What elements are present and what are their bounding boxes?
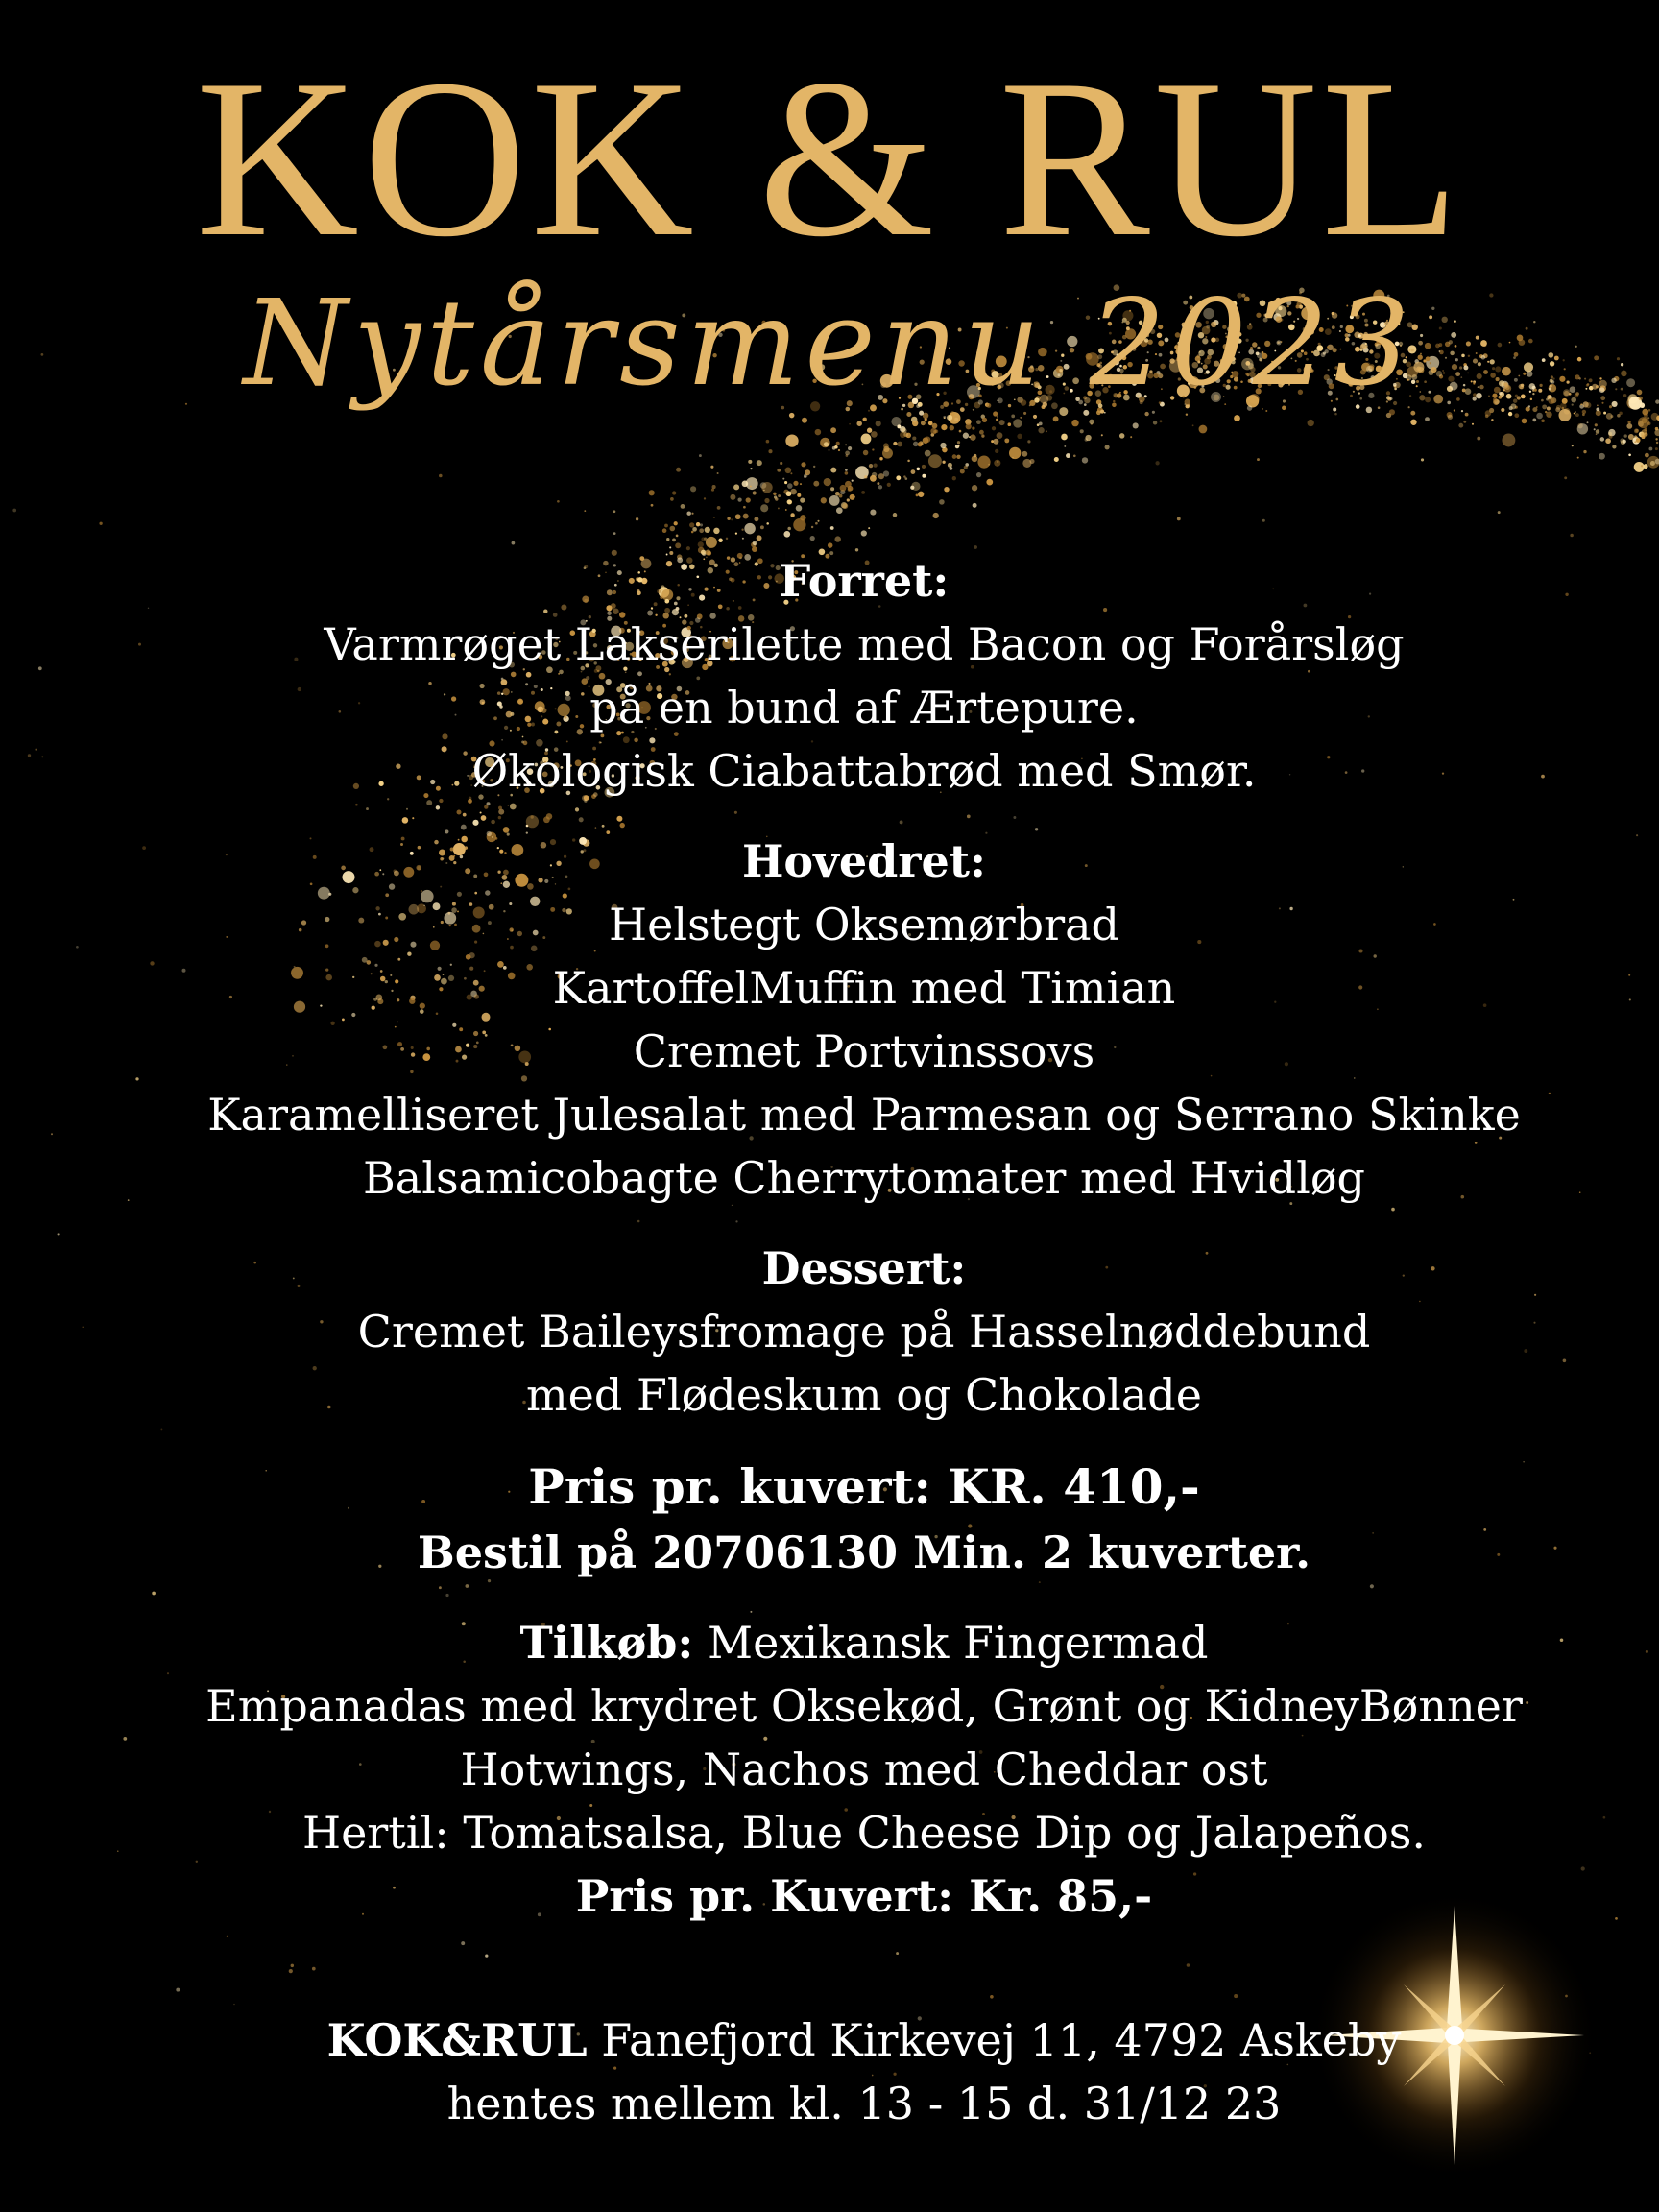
forret-line: på en bund af Ærtepure. xyxy=(589,682,1139,733)
tilkob-price: Pris pr. Kuvert: Kr. 85,- xyxy=(575,1870,1153,1922)
tilkob-line: Hotwings, Nachos med Cheddar ost xyxy=(460,1743,1268,1795)
tilkob-section xyxy=(115,1611,1613,1928)
hovedret-heading: Hovedret: xyxy=(741,835,987,887)
footer-pickup: hentes mellem kl. 13 - 15 d. 31/12 23 xyxy=(446,2078,1282,2129)
footer xyxy=(115,2008,1613,2135)
forret-heading: Forret: xyxy=(779,555,950,607)
tilkob-label: Tilkøb: xyxy=(519,1617,694,1669)
forret-line: Økologisk Ciabattabrød med Smør. xyxy=(471,745,1257,797)
hovedret-line: KartoffelMuffin med Timian xyxy=(552,962,1176,1014)
price-per-cover: Pris pr. kuvert: KR. 410,- xyxy=(528,1458,1200,1515)
hovedret-section xyxy=(115,830,1613,1210)
dessert-section xyxy=(115,1237,1613,1427)
menu-body xyxy=(115,549,1613,2135)
tilkob-title-line xyxy=(115,1611,1613,1674)
tilkob-title: Mexikansk Fingermad xyxy=(708,1617,1209,1669)
hovedret-line: Balsamicobagte Cherrytomater med Hvidløg xyxy=(363,1152,1365,1204)
tilkob-line: Hertil: Tomatsalsa, Blue Cheese Dip og Jalapeños. xyxy=(301,1807,1427,1859)
footer-brand: KOK&RUL xyxy=(326,2014,588,2066)
footer-address-line xyxy=(115,2008,1613,2072)
forret-section xyxy=(115,549,1613,803)
pricing-section xyxy=(115,1454,1613,1584)
menu-subtitle: Nytårsmenu 2023 xyxy=(243,275,1416,413)
hovedret-line: Helstegt Oksemørbrad xyxy=(609,899,1119,950)
footer-address: Fanefjord Kirkevej 11, 4792 Askeby xyxy=(601,2014,1402,2066)
restaurant-title: KOK & RUL xyxy=(195,34,1464,284)
forret-line: Varmrøget Lakserilette med Bacon og Forårsløg xyxy=(324,618,1405,670)
dessert-line: med Flødeskum og Chokolade xyxy=(526,1369,1202,1421)
hovedret-line: Karamelliseret Julesalat med Parmesan og Serrano Skinke xyxy=(207,1089,1521,1141)
hovedret-line: Cremet Portvinssovs xyxy=(633,1025,1095,1077)
order-info: Bestil på 20706130 Min. 2 kuverter. xyxy=(417,1527,1311,1578)
dessert-line: Cremet Baileysfromage på Hasselnøddebund xyxy=(357,1306,1371,1358)
dessert-heading: Dessert: xyxy=(761,1242,967,1294)
tilkob-line: Empanadas med krydret Oksekød, Grønt og KidneyBønner xyxy=(205,1680,1523,1732)
